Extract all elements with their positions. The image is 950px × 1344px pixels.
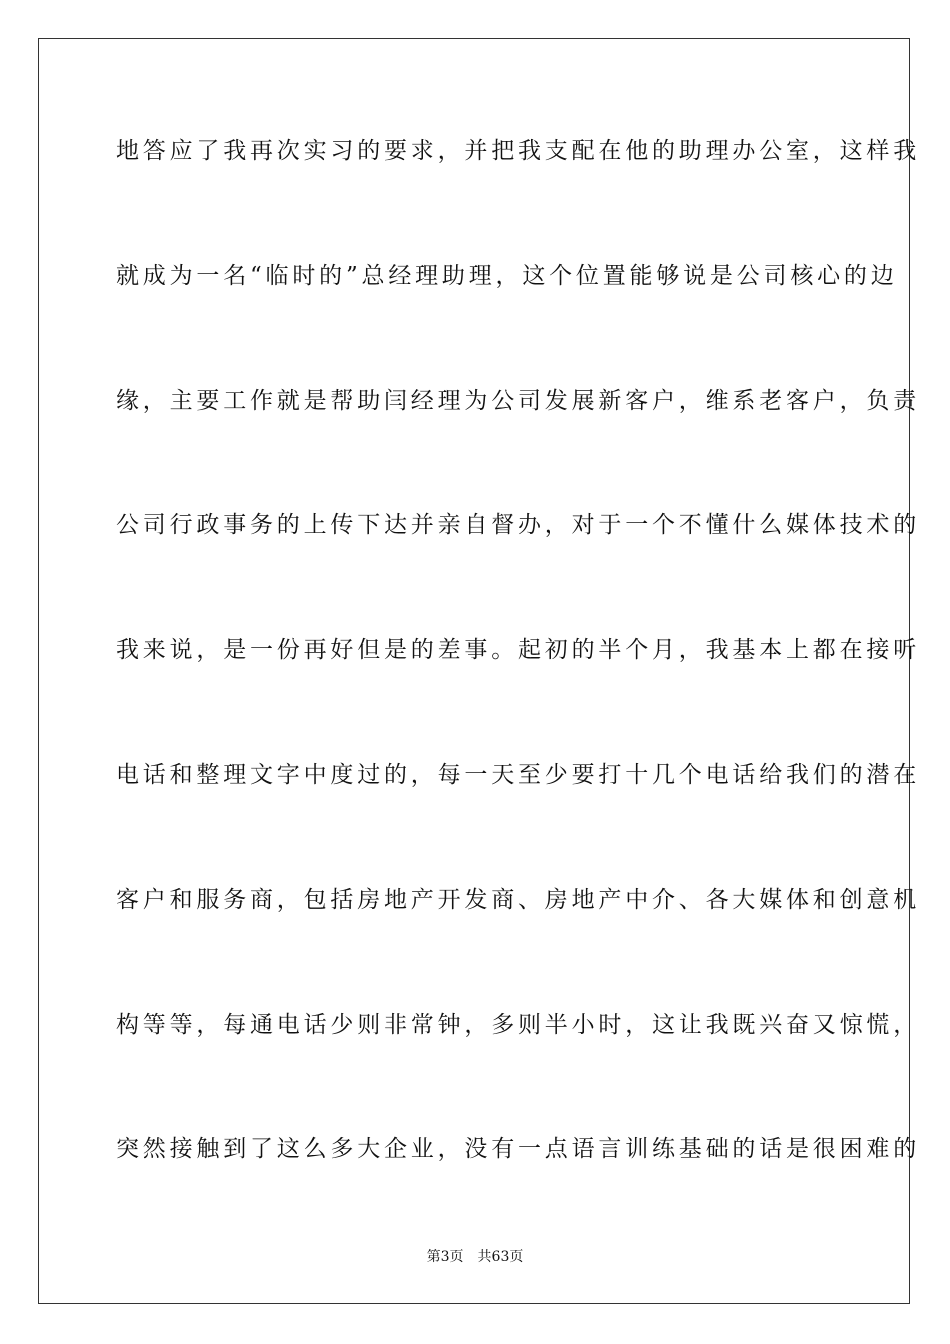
- page-number: 第3页: [426, 1249, 464, 1265]
- text-line: 突然接触到了这么多大企业，没有一点语言训练基础的话是很困难的: [116, 1136, 920, 1163]
- text-line: 电话和整理文字中度过的，每一天至少要打十几个电话给我们的潜在: [116, 761, 920, 788]
- text-line: 缘，主要工作就是帮助闫经理为公司发展新客户，维系老客户，负责: [116, 387, 920, 414]
- total-pages: 共63页: [477, 1249, 524, 1265]
- text-line: 公司行政事务的上传下达并亲自督办，对于一个不懂什么媒体技术的: [116, 512, 920, 539]
- text-line: 构等等，每通电话少则非常钟，多则半小时，这让我既兴奋又惊慌，: [116, 1011, 920, 1038]
- text-line: 就成为一名“临时的”总经理助理，这个位置能够说是公司核心的边: [116, 262, 898, 289]
- text-line: 我来说，是一份再好但是的差事。起初的半个月，我基本上都在接听: [116, 637, 920, 664]
- text-line: 地答应了我再次实习的要求，并把我支配在他的助理办公室，这样我: [116, 138, 920, 164]
- page-footer: [0, 1246, 950, 1266]
- text-line: 客户和服务商，包括房地产开发商、房地产中介、各大媒体和创意机: [116, 886, 920, 913]
- body-text: [116, 124, 920, 1247]
